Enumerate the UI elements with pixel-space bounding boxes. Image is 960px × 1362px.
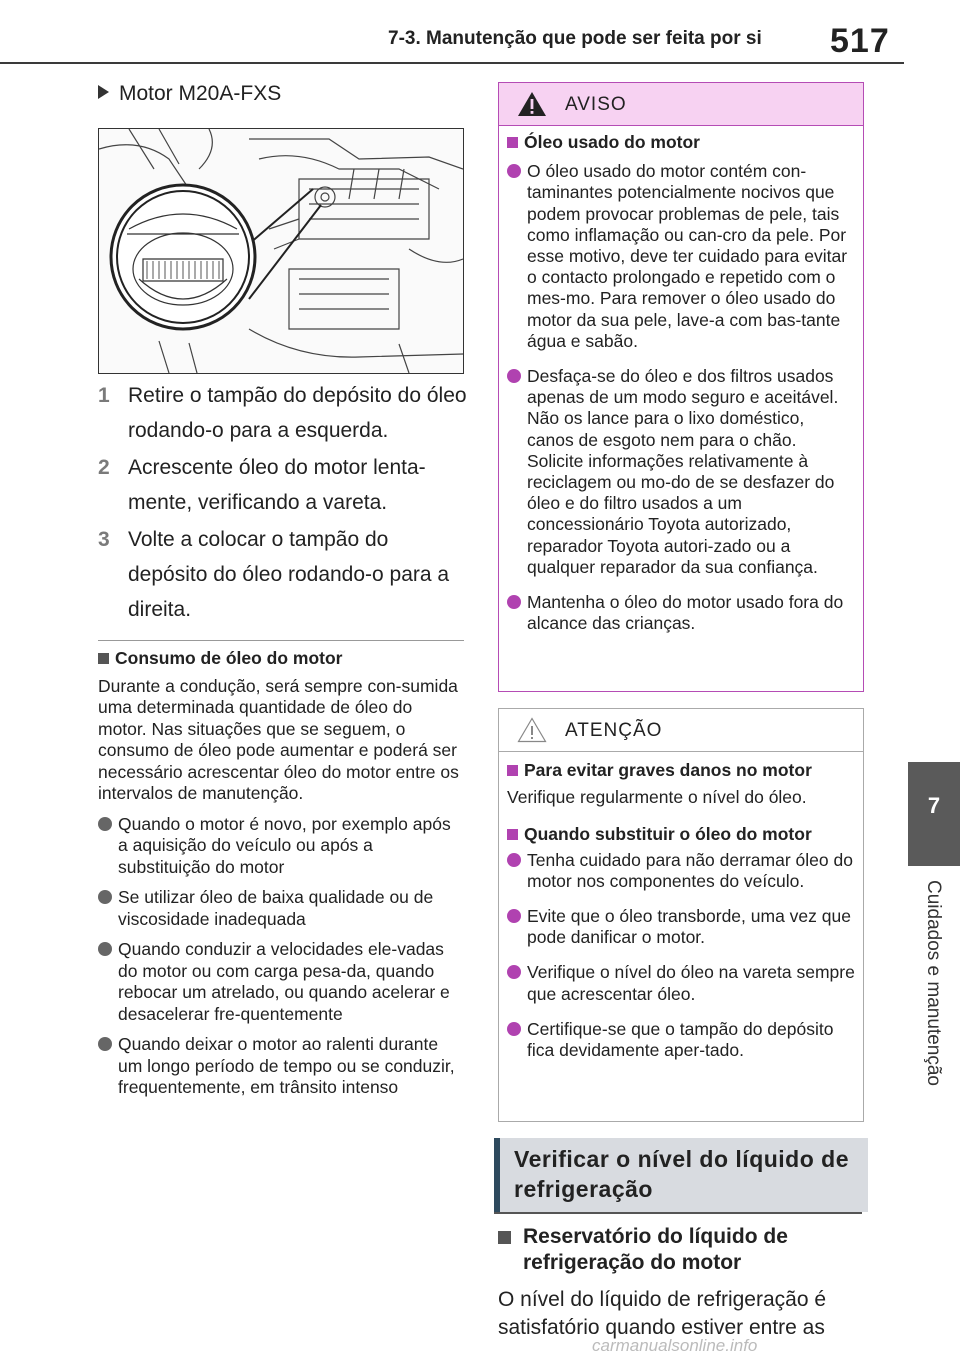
square-bullet-icon <box>498 1231 511 1244</box>
oil-consumption-section <box>98 648 464 1099</box>
round-bullet-icon <box>507 1022 521 1036</box>
round-bullet-icon <box>507 369 521 383</box>
engine-model-text: Motor M20A-FXS <box>119 82 282 105</box>
square-bullet-icon <box>507 137 518 148</box>
oil-consumption-heading <box>98 648 464 670</box>
section-title: 7-3. Manutenção que pode ser feita por si <box>388 28 762 49</box>
round-bullet-icon <box>507 595 521 609</box>
step-2 <box>98 450 470 520</box>
warning-body <box>499 126 863 634</box>
heading-text: Reservatório do líquido de refrigeração do motor <box>523 1225 788 1274</box>
page-number: 517 <box>830 22 890 60</box>
warning-triangle-icon <box>517 91 547 117</box>
round-bullet-icon <box>98 1037 112 1051</box>
list-item-text: Desfaça-se do óleo e dos filtros usados apenas de um modo seguro e aceitável. Não os lance para o lixo doméstico, canos de esgoto nem para o chão. Solicite informações relativamente à reciclagem ou mo-do de se desfazer do óleo e do filtro usados a um concessionário Toyota autorizado, reparador Toyota autori-zado ou a qualquer reparador da sua confiança. <box>527 366 839 577</box>
round-bullet-icon <box>507 909 521 923</box>
heading-text: Consumo de óleo do motor <box>115 648 343 668</box>
list-item <box>98 1034 464 1099</box>
list-item <box>507 1019 855 1061</box>
list-item-text: Evite que o óleo transborde, uma vez que pode danificar o motor. <box>527 906 851 948</box>
step-number: 2 <box>98 456 110 479</box>
list-item <box>507 850 855 892</box>
list-item-text: Se utilizar óleo de baixa qualidade ou de viscosidade inadequada <box>118 887 434 929</box>
round-bullet-icon <box>507 164 521 178</box>
caution-title: ATENÇÃO <box>565 720 663 741</box>
heading-text: Óleo usado do motor <box>524 132 700 152</box>
list-item-text: Verifique o nível do óleo na vareta sempre que acrescentar óleo. <box>527 962 855 1004</box>
round-bullet-icon <box>507 853 521 867</box>
list-item <box>98 939 464 1025</box>
list-item-text: Mantenha o óleo do motor usado fora do alcance das crianças. <box>527 592 844 634</box>
heading-rule <box>494 1212 862 1214</box>
chapter-label-text: Cuidados e manutenção <box>923 880 944 1086</box>
step-number: 3 <box>98 528 110 551</box>
warning-title: AVISO <box>565 94 627 115</box>
step-text: Retire o tampão do depósito do óleo rodando-o para a esquerda. <box>128 384 467 442</box>
caution-header <box>499 709 863 752</box>
engine-bay-drawing <box>99 129 463 373</box>
engine-model-heading <box>98 82 281 106</box>
list-item <box>507 906 855 948</box>
caution-triangle-icon <box>517 717 547 743</box>
list-item-text: Quando deixar o motor ao ralenti durante um longo período de tempo ou se conduzir, frequentemente, em trânsito intenso <box>118 1034 455 1097</box>
triangle-bullet-icon <box>98 85 109 99</box>
list-item <box>507 366 855 578</box>
heading-text: Quando substituir o óleo do motor <box>524 824 812 845</box>
engine-oil-cap-illustration <box>98 128 464 374</box>
warning-header <box>499 83 863 126</box>
coolant-section-heading <box>494 1138 868 1212</box>
warning-box <box>498 82 864 692</box>
round-bullet-icon <box>98 817 112 831</box>
square-bullet-icon <box>507 829 518 840</box>
square-bullet-icon <box>507 765 518 776</box>
round-bullet-icon <box>507 965 521 979</box>
caution-box <box>498 708 864 1122</box>
list-item <box>507 592 855 634</box>
list-item <box>507 962 855 1004</box>
step-3 <box>98 522 470 627</box>
chapter-number: 7 <box>927 793 941 818</box>
oil-change-heading <box>507 824 855 845</box>
step-number: 1 <box>98 384 110 407</box>
caution-body <box>499 752 863 1061</box>
round-bullet-icon <box>98 942 112 956</box>
list-item-text: Certifique-se que o tampão do depósito fica devidamente aper-tado. <box>527 1018 834 1061</box>
step-text: Volte a colocar o tampão do depósito do óleo rodando-o para a direita. <box>128 528 450 621</box>
chapter-label <box>912 880 956 1120</box>
watermark: carmanualsonline.info <box>592 1336 758 1355</box>
coolant-reservoir-heading <box>498 1224 862 1276</box>
step-1 <box>98 378 470 448</box>
step-text: Acrescente óleo do motor lenta-mente, verificando a vareta. <box>128 456 426 514</box>
list-item-text: Quando conduzir a velocidades ele-vadas do motor ou com carga pesa-da, quando rebocar um atrelado, ou quando acelerar e desacelerar fre-quentemente <box>118 939 450 1024</box>
oil-consumption-intro: Durante a condução, será sempre con-sumida uma determinada quantidade de óleo do motor. Nas situações que se seguem, o consumo de óleo pode aumentar e poderá ser necessário acrescentar óleo do motor entre os intervalos de manutenção. <box>98 675 459 803</box>
list-item <box>98 814 464 879</box>
procedure-steps <box>98 378 470 629</box>
engine-damage-heading <box>507 760 855 781</box>
round-bullet-icon <box>98 890 112 904</box>
list-item-text: Quando o motor é novo, por exemplo após a aquisição do veículo ou após a substituição do motor <box>118 813 451 877</box>
section-divider <box>98 640 464 641</box>
list-item-text: O óleo usado do motor contém con-taminantes potencialmente nocivos que podem provocar problemas de pele, tais como inflamação ou can-cro da pele. Por esse motivo, deve ter cuidado para evitar o contacto prolongado e repetido com o mes-mo. Para remover o óleo usado do motor da sua pele, lave-a com bas-tante água e sabão. <box>527 161 848 351</box>
engine-damage-text: Verifique regularmente o nível do óleo. <box>507 787 807 808</box>
list-item <box>507 161 855 352</box>
used-oil-heading <box>507 132 855 153</box>
square-bullet-icon <box>98 653 109 664</box>
header-rule <box>0 62 904 64</box>
heading-text: Para evitar graves danos no motor <box>524 760 812 780</box>
coolant-body-text: O nível do líquido de refrigeração é satisfatório quando estiver entre as <box>498 1288 827 1339</box>
coolant-heading-text: Verificar o nível do líquido de refrigeração <box>514 1146 850 1202</box>
list-item <box>98 887 464 930</box>
list-item-text: Tenha cuidado para não derramar óleo do motor nos componentes do veículo. <box>527 849 853 891</box>
